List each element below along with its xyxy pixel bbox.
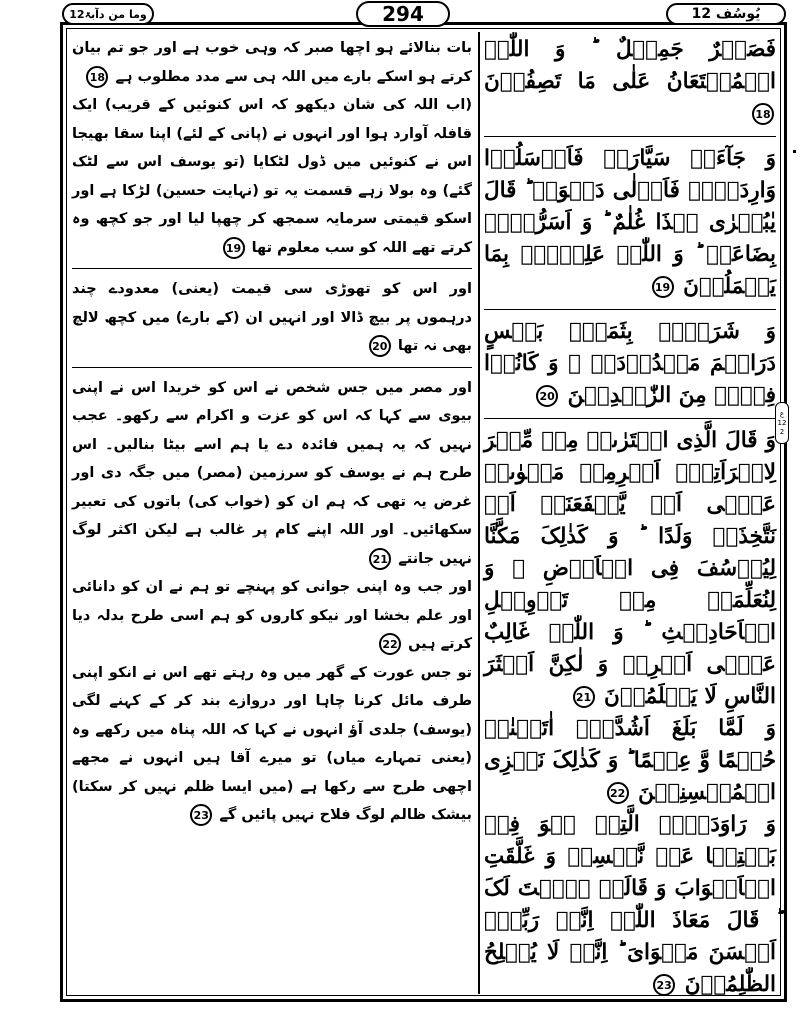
ayah-22 bbox=[484, 713, 776, 809]
ayah-text: وَ جَآءَتۡ سَیَّارَۃٌ فَاَرۡسَلُوۡا وَارِدَہُمۡ فَاَدۡلٰی دَلۡوَہٗ ؕ قَالَ یٰبُشۡرٰی ہٰذَا غُلٰمٌ ؕ وَ اَسَرُّوۡہُ بِضَاعَۃً ؕ وَ اللّٰہُ عَلِیۡمٌۢ بِمَا یَعۡمَلُوۡنَ bbox=[484, 146, 776, 299]
ayah-21 bbox=[484, 425, 776, 713]
margin-mark bbox=[793, 150, 796, 153]
ruku-marker-num: 12 bbox=[777, 418, 787, 427]
page-number: 294 bbox=[356, 1, 450, 27]
ayah-number-badge: 20 bbox=[536, 385, 558, 407]
translation-22 bbox=[72, 573, 472, 659]
ayah-number-badge: 18 bbox=[86, 66, 108, 88]
translation-text: (اب اللہ کی شان دیکھو کہ اس کنوئیں کے قریب) ایک قافلہ آوارد ہوا اور انہوں نے (پانی کے لئے) اپنا سقا بھیجا اس نے کنوئیں میں ڈول لٹکایا (تو یوسف اس سے لٹک گئے) وہ بولا زہے قسمت یہ تو (نہایت حسین) لڑکا ہے اور اسکو قیمتی سرمایہ سمجھ کر چھپا لیا اور جو کچھ وہ کرتے تھے اللہ کو سب معلوم تھا bbox=[72, 97, 472, 256]
translation-20 bbox=[72, 275, 472, 361]
ayah-number-badge: 19 bbox=[652, 276, 674, 298]
translation-23 bbox=[72, 659, 472, 830]
ruku-marker bbox=[775, 402, 789, 444]
ayah-text: وَ قَالَ الَّذِی اشۡتَرٰىہُ مِنۡ مِّصۡرَ لِامۡرَاَتِہٖۤ اَکۡرِمِیۡ مَثۡوٰىہُ عَسٰۤی اَنۡ یَّنۡفَعَنَاۤ اَوۡ نَتَّخِذَہٗ وَلَدًا ؕ وَ کَذٰلِکَ مَکَّنَّا لِیُوۡسُفَ فِی الۡاَرۡضِ ۫ وَ لِنُعَلِّمَہٗ مِنۡ تَاۡوِیۡلِ الۡاَحَادِیۡثِ ؕ وَ اللّٰہُ غَالِبٌ عَلٰۤی اَمۡرِہٖ وَ لٰکِنَّ اَکۡثَرَ النَّاسِ لَا یَعۡلَمُوۡنَ bbox=[484, 428, 776, 709]
translation-text: بات بنالائے ہو اچھا صبر کہ وہی خوب ہے اور جو تم بیان کرتے ہو اسکے بارے میں اللہ ہی سے مدد مطلوب ہے bbox=[72, 40, 472, 85]
ruku-marker-count: 2 bbox=[779, 427, 785, 436]
translation-text: اور جب وہ اپنی جوانی کو پہنچے تو ہم نے ان کو دانائی اور علم بخشا اور نیکو کاروں کو ہم اسی طرح بدلہ دیا کرتے ہیں bbox=[72, 579, 472, 652]
translation-text: اور مصر میں جس شخص نے اس کو خریدا اس نے اپنی بیوی سے کہا کہ اس کو عزت و اکرام سے رکھو۔ عجب نہیں کہ یہ ہمیں فائدہ دے یا ہم اسے بیٹا بنالیں۔ اس طرح ہم نے یوسف کو سرزمین (مصر) میں جگہ دی اور غرض یہ تھی کہ ہم ان کو (خواب کی) باتوں کی تعبیر سکھائیں۔ اور اللہ اپنے کام پر غالب ہے لیکن اکثر لوگ نہیں جانتے bbox=[72, 379, 472, 567]
translation-18 bbox=[72, 34, 472, 91]
surah-name-label: یُوسُف 12 bbox=[666, 3, 786, 25]
translation-21 bbox=[72, 374, 472, 574]
ayah-20 bbox=[484, 316, 776, 412]
translation-separator bbox=[72, 268, 472, 269]
translation-text: اور اس کو تھوڑی سی قیمت (یعنی) معدودے چند درہموں پر بیچ ڈالا اور انہیں ان (کے بارے) میں کچھ لالچ بھی نہ تھا bbox=[72, 281, 472, 354]
ayah-number-badge: 20 bbox=[369, 335, 391, 357]
ayah-number-badge: 22 bbox=[607, 782, 629, 804]
translation-separator bbox=[72, 367, 472, 368]
ayah-text: وَ شَرَوۡہُ بِثَمَنٍۭ بَخۡسٍ دَرَاہِمَ مَعۡدُوۡدَۃٍ ۚ وَ کَانُوۡا فِیۡہِ مِنَ الزّٰہِدِیۡنَ bbox=[484, 319, 776, 408]
ayah-text: وَ لَمَّا بَلَغَ اَشُدَّہٗۤ اٰتَیۡنٰہُ حُکۡمًا وَّ عِلۡمًا ؕ وَ کَذٰلِکَ نَجۡزِی الۡمُحۡسِنِیۡنَ bbox=[484, 716, 776, 805]
translation-text: تو جس عورت کے گھر میں وہ رہتے تھے اس نے انکو اپنی طرف مائل کرنا چاہا اور دروازے بند کر کے کہنے لگی (یوسف) جلدی آؤ انہوں نے کہا کہ اللہ پناہ میں رکھے وہ (یعنی تمہارے میاں) تو میرے آقا ہیں انہوں نے مجھے اچھی طرح سے رکھا ہے (میں ایسا ظلم نہیں کر سکتا) بیشک ظالم لوگ فلاح نہیں پائیں گے bbox=[72, 664, 472, 823]
ayah-18 bbox=[484, 34, 776, 130]
ayah-number-badge: 22 bbox=[379, 633, 401, 655]
ayah-23 bbox=[484, 809, 776, 1001]
ayah-text: وَ رَاوَدَتۡہُ الَّتِیۡ ہُوَ فِیۡ بَیۡتِہَا عَنۡ نَّفۡسِہٖ وَ غَلَّقَتِ الۡاَبۡوَابَ وَ قَالَتۡ ہَیۡتَ لَکَ ؕ قَالَ مَعَاذَ اللّٰہِ اِنَّہٗ رَبِّیۡۤ اَحۡسَنَ مَثۡوَایَ ؕ اِنَّہٗ لَا یُفۡلِحُ الظّٰلِمُوۡنَ bbox=[484, 812, 776, 997]
ayah-separator bbox=[484, 418, 776, 419]
ayah-number-badge: 21 bbox=[573, 686, 595, 708]
ayah-number-badge: 19 bbox=[223, 237, 245, 259]
ayah-number-badge: 23 bbox=[653, 974, 675, 996]
ayah-text: فَصَبۡرٌ جَمِیۡلٌ ؕ وَ اللّٰہُ الۡمُسۡتَعَانُ عَلٰی مَا تَصِفُوۡنَ bbox=[484, 37, 776, 94]
ayah-number-badge: 23 bbox=[190, 804, 212, 826]
translation-19 bbox=[72, 91, 472, 262]
ayah-separator bbox=[484, 136, 776, 137]
ayah-separator bbox=[484, 309, 776, 310]
ruku-marker-ain: ع bbox=[779, 409, 785, 418]
arabic-column bbox=[484, 34, 776, 997]
ayah-19 bbox=[484, 143, 776, 303]
urdu-translation-column bbox=[72, 34, 472, 992]
column-divider bbox=[478, 32, 480, 994]
ayah-number-badge: 18 bbox=[752, 103, 774, 125]
juz-name-label: وما من دآبۃ12 bbox=[62, 3, 154, 25]
ayah-number-badge: 21 bbox=[369, 548, 391, 570]
